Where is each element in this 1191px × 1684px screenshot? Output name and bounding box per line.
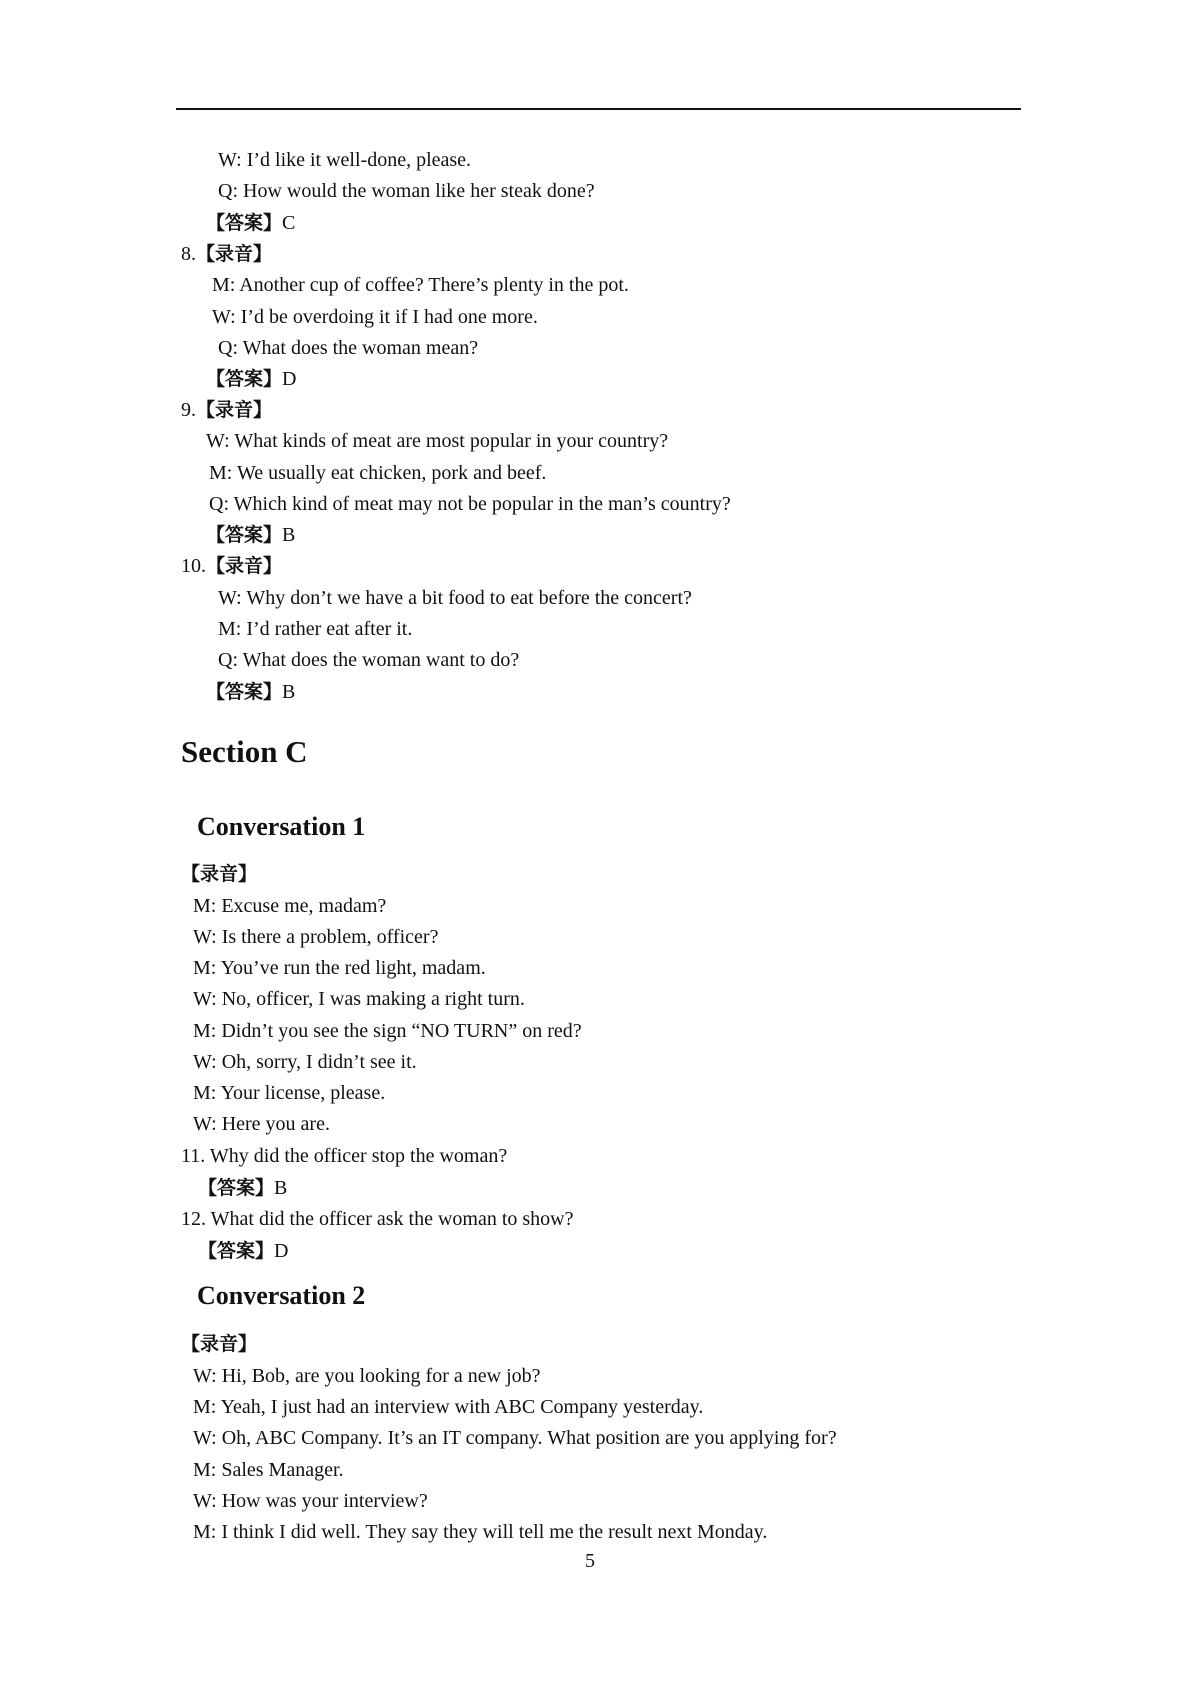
transcript-line [181,397,272,423]
transcript-line [206,679,295,705]
transcript-line [181,241,272,267]
recording-label: 【录音】 [196,243,273,265]
transcript-line [193,1457,344,1483]
line-text: W: Oh, sorry, I didn’t see it. [193,1051,417,1073]
line-text: W: No, officer, I was making a right turn. [193,988,525,1010]
line-text: W: Is there a problem, officer? [193,926,439,948]
transcript-line [212,272,629,298]
line-text: W: I’d like it well-done, please. [218,149,472,171]
transcript-line [206,366,296,392]
line-text: M: Didn’t you see the sign “NO TURN” on red? [193,1020,582,1042]
page-number: 5 [585,1550,595,1572]
transcript-line [218,178,595,204]
transcript-line [193,955,486,981]
transcript-line [218,616,412,642]
item-number: 10. [181,555,206,577]
transcript-line [193,1111,330,1137]
transcript-line [198,1175,287,1201]
transcript-line [212,304,538,330]
header-rule [176,108,1021,110]
transcript-line [218,585,692,611]
recording-label: 【录音】 [206,555,283,577]
transcript-line [218,647,519,673]
transcript-line [181,1331,257,1357]
answer-value: D [282,368,297,390]
transcript-line [193,986,525,1012]
answer-label: 【答案】 [206,368,283,390]
line-text: M: Excuse me, madam? [193,895,387,917]
transcript-line [218,335,478,361]
line-text: M: Sales Manager. [193,1459,344,1481]
recording-label: 【录音】 [196,399,273,421]
transcript-line [206,522,295,548]
recording-label: 【录音】 [181,1333,258,1355]
transcript-line [193,893,386,919]
transcript-line [193,1018,582,1044]
line-text: M: Yeah, I just had an interview with ABC Company yesterday. [193,1396,704,1418]
item-number: 9. [181,399,196,421]
line-text: W: What kinds of meat are most popular in your country? [206,430,669,452]
section-heading: Section C [181,734,308,769]
line-text: M: I think I did well. They say they will tell me the result next Monday. [193,1521,768,1543]
transcript-line [193,1519,767,1545]
line-text: Q: What does the woman want to do? [218,649,520,671]
conversation-1-heading: Conversation 1 [197,812,366,841]
line-text: M: Another cup of coffee? There’s plenty in the pot. [212,274,629,296]
answer-label: 【答案】 [206,681,283,703]
transcript-line [193,1488,428,1514]
line-text: 12. What did the officer ask the woman to show? [181,1208,574,1230]
line-text: W: Oh, ABC Company. It’s an IT company. What position are you applying for? [193,1427,837,1449]
transcript-line [209,460,546,486]
line-text: Q: How would the woman like her steak done? [218,180,595,202]
transcript-line [181,861,257,887]
answer-label: 【答案】 [198,1240,275,1262]
line-text: W: Why don’t we have a bit food to eat before the concert? [218,587,692,609]
line-text: W: Hi, Bob, are you looking for a new job? [193,1365,541,1387]
transcript-line [206,428,668,454]
transcript-line [206,210,295,236]
line-text: M: Your license, please. [193,1082,386,1104]
line-text: W: Here you are. [193,1113,330,1135]
transcript-line [193,1080,385,1106]
line-text: M: I’d rather eat after it. [218,618,413,640]
answer-value: B [282,524,296,546]
line-text: W: How was your interview? [193,1490,428,1512]
answer-value: C [282,212,296,234]
transcript-line [193,1049,417,1075]
answer-label: 【答案】 [198,1177,275,1199]
line-text: W: I’d be overdoing it if I had one more. [212,306,538,328]
transcript-line [193,1425,837,1451]
transcript-line [181,1206,574,1232]
transcript-line [209,491,731,517]
transcript-line [193,1394,703,1420]
transcript-line [181,553,282,579]
line-text: Q: What does the woman mean? [218,337,479,359]
transcript-line [193,1363,541,1389]
answer-value: D [274,1240,289,1262]
line-text: Q: Which kind of meat may not be popular in the man’s country? [209,493,731,515]
item-number: 8. [181,243,196,265]
line-text: 11. Why did the officer stop the woman? [181,1145,508,1167]
transcript-line [218,147,471,173]
conversation-2-heading: Conversation 2 [197,1281,366,1310]
answer-label: 【答案】 [206,212,283,234]
transcript-line [198,1238,288,1264]
line-text: M: We usually eat chicken, pork and beef. [209,462,547,484]
line-text: M: You’ve run the red light, madam. [193,957,486,979]
answer-value: B [274,1177,288,1199]
transcript-line [181,1143,507,1169]
recording-label: 【录音】 [181,863,258,885]
answer-value: B [282,681,296,703]
transcript-line [193,924,438,950]
answer-label: 【答案】 [206,524,283,546]
